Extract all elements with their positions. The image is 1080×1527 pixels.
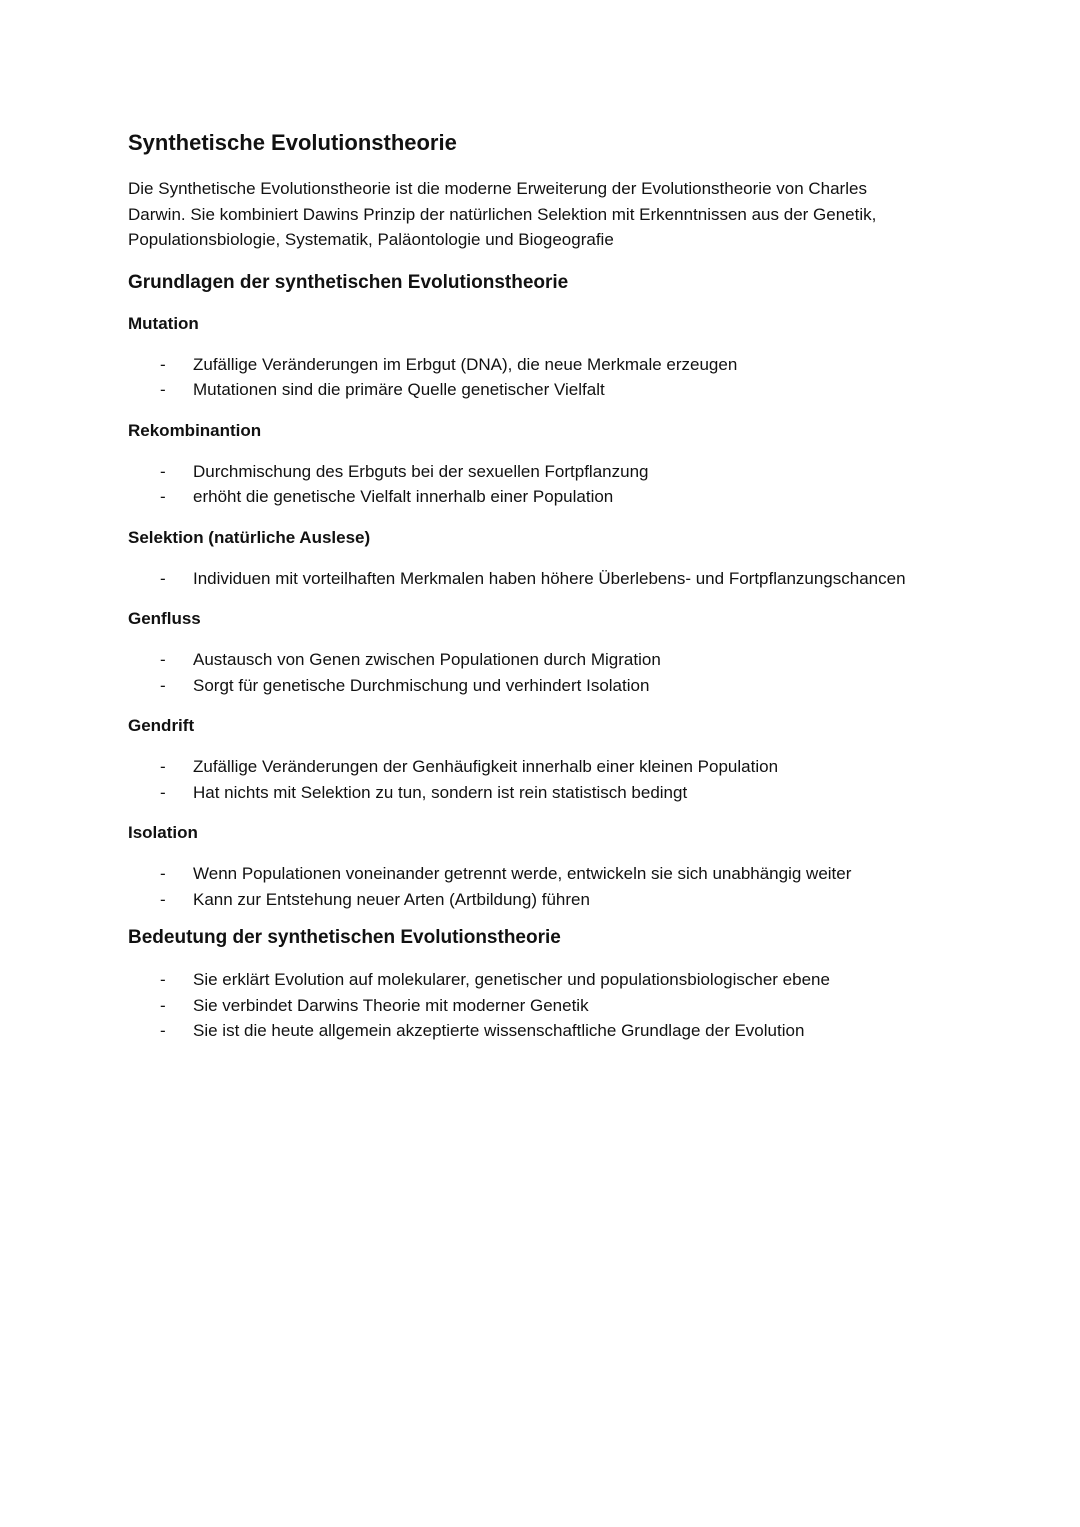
list-item bbox=[128, 352, 948, 378]
bullet-dash: - bbox=[160, 889, 166, 909]
bullet-dash: - bbox=[160, 487, 166, 506]
list-item-text: Kann zur Entstehung neuer Arten (Artbildung) führen bbox=[193, 889, 590, 909]
list-item-text: Mutationen sind die primäre Quelle genetischer Vielfalt bbox=[193, 380, 605, 399]
bullet-dash: - bbox=[160, 782, 166, 802]
bedeutung-heading: Bedeutung der synthetischen Evolutionstheorie bbox=[128, 927, 561, 948]
bullet-dash: - bbox=[160, 864, 166, 883]
section-heading: Mutation bbox=[128, 313, 199, 333]
document-title: Synthetische Evolutionstheorie bbox=[128, 130, 457, 155]
grundlagen-sections bbox=[128, 312, 948, 913]
bullet-list bbox=[128, 861, 948, 912]
grundlagen-heading: Grundlagen der synthetischen Evolutionstheorie bbox=[128, 271, 569, 293]
bullet-dash: - bbox=[160, 380, 166, 399]
list-item bbox=[128, 1018, 948, 1044]
list-item bbox=[128, 673, 948, 699]
section-heading: Gendrift bbox=[128, 716, 195, 735]
list-item-text: Zufällige Veränderungen im Erbgut (DNA), die neue Merkmale erzeugen bbox=[193, 354, 738, 374]
bullet-dash: - bbox=[160, 675, 166, 695]
list-item-text: Sie ist die heute allgemein akzeptierte wissenschaftliche Grundlage der Evolution bbox=[193, 1021, 805, 1040]
list-item-text: Sie verbindet Darwins Theorie mit moderner Genetik bbox=[193, 995, 589, 1015]
list-item bbox=[128, 754, 948, 780]
list-item-text: Sie erklärt Evolution auf molekularer, genetischer und populationsbiologischer ebene bbox=[193, 970, 830, 989]
section-heading: Selektion (natürliche Auslese) bbox=[128, 527, 371, 547]
list-item-text: Wenn Populationen voneinander getrennt werde, entwickeln sie sich unabhängig weiter bbox=[193, 864, 852, 883]
list-item-text: Individuen mit vorteilhaften Merkmalen haben höhere Überlebens- und Fortpflanzungschancen bbox=[193, 568, 906, 588]
section-heading: Isolation bbox=[128, 823, 198, 842]
list-item bbox=[128, 484, 948, 510]
section-isolation bbox=[128, 821, 948, 912]
list-item bbox=[128, 887, 948, 913]
bullet-dash: - bbox=[160, 650, 166, 669]
section-gendrift bbox=[128, 714, 948, 805]
list-item bbox=[128, 993, 948, 1019]
list-item bbox=[128, 566, 948, 592]
bullet-dash: - bbox=[160, 354, 166, 374]
document-page bbox=[128, 128, 948, 1044]
bullet-list bbox=[128, 459, 948, 510]
list-item bbox=[128, 861, 948, 887]
list-item-text: Zufällige Veränderungen der Genhäufigkeit innerhalb einer kleinen Population bbox=[193, 757, 779, 776]
bullet-list bbox=[128, 352, 948, 403]
list-item bbox=[128, 780, 948, 806]
list-item-text: Hat nichts mit Selektion zu tun, sondern ist rein statistisch bedingt bbox=[193, 782, 688, 802]
bullet-list bbox=[128, 647, 948, 698]
list-item-text: Austausch von Genen zwischen Populationen durch Migration bbox=[193, 650, 661, 669]
section-rekombination bbox=[128, 419, 948, 510]
list-item-text: Durchmischung des Erbguts bei der sexuellen Fortpflanzung bbox=[193, 461, 649, 481]
list-item bbox=[128, 459, 948, 485]
list-item-text: erhöht die genetische Vielfalt innerhalb einer Population bbox=[193, 487, 614, 506]
section-heading: Genfluss bbox=[128, 609, 201, 628]
bullet-dash: - bbox=[160, 757, 166, 776]
section-selektion bbox=[128, 526, 948, 592]
section-genfluss bbox=[128, 607, 948, 698]
list-item bbox=[128, 377, 948, 403]
section-mutation bbox=[128, 312, 948, 403]
list-item-text: Sorgt für genetische Durchmischung und verhindert Isolation bbox=[193, 675, 650, 695]
bullet-dash: - bbox=[160, 1021, 166, 1040]
list-item bbox=[128, 647, 948, 673]
bullet-dash: - bbox=[160, 568, 166, 588]
bullet-dash: - bbox=[160, 461, 166, 481]
bullet-dash: - bbox=[160, 970, 166, 989]
bullet-list bbox=[128, 566, 948, 592]
bullet-list bbox=[128, 754, 948, 805]
section-heading: Rekombinantion bbox=[128, 420, 262, 440]
list-item bbox=[128, 967, 948, 993]
bedeutung-bullet-list bbox=[128, 967, 948, 1044]
intro-paragraph: Die Synthetische Evolutionstheorie ist die moderne Erweiterung der Evolutionstheorie von Charles Darwin. Sie kombiniert Dawins Prinzip der natürlichen Selektion mit Erkenntnissen aus der Genetik, Populationsbiologie, Systematik, Paläontologie und Biogeografie bbox=[128, 179, 877, 249]
bullet-dash: - bbox=[160, 995, 166, 1015]
